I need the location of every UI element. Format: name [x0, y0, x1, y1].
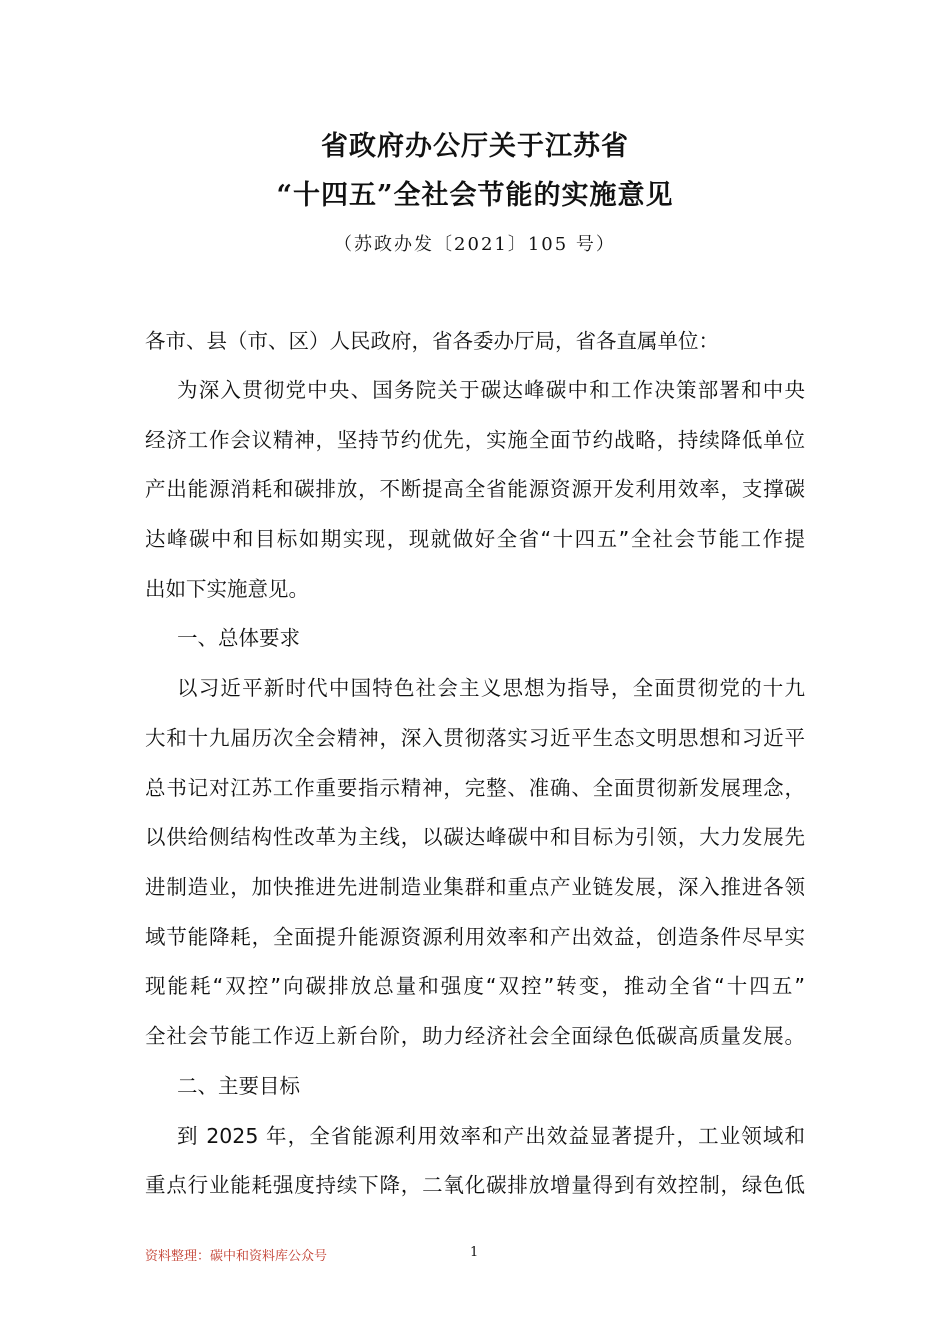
document-number: （苏政办发〔2021〕105 号）	[334, 234, 616, 255]
section-1-line: 以供给侧结构性改革为主线，以碳达峰碳中和目标为引领，大力发展先	[145, 825, 805, 849]
section-1-line: 大和十九届历次全会精神，深入贯彻落实习近平生态文明思想和习近平	[145, 726, 805, 750]
section-1-line: 进制造业，加快推进先进制造业集群和重点产业链发展，深入推进各领	[145, 875, 805, 899]
section-1-line: 总书记对江苏工作重要指示精神，完整、准确、全面贯彻新发展理念，	[145, 776, 805, 800]
document-title-line-1: 省政府办公厅关于江苏省	[321, 131, 629, 162]
footer-source-note: 资料整理：碳中和资料库公众号	[145, 1249, 328, 1264]
section-2-line: 重点行业能耗强度持续下降，二氧化碳排放增量得到有效控制，绿色低	[145, 1173, 805, 1197]
page-number: 1	[470, 1245, 479, 1260]
intro-line: 出如下实施意见。	[145, 577, 309, 601]
intro-line: 达峰碳中和目标如期实现，现就做好全省“十四五”全社会节能工作提	[145, 527, 805, 551]
section-2-heading: 二、主要目标	[177, 1074, 300, 1098]
section-1-line: 以习近平新时代中国特色社会主义思想为指导，全面贯彻党的十九	[177, 676, 805, 700]
section-1-line: 域节能降耗，全面提升能源资源利用效率和产出效益，创造条件尽早实	[145, 925, 805, 949]
intro-line: 经济工作会议精神，坚持节约优先，实施全面节约战略，持续降低单位	[145, 428, 805, 452]
document-title-line-2: “十四五”全社会节能的实施意见	[276, 180, 674, 211]
section-1-heading: 一、总体要求	[177, 626, 300, 650]
section-1-line: 全社会节能工作迈上新台阶，助力经济社会全面绿色低碳高质量发展。	[145, 1024, 805, 1048]
intro-line: 为深入贯彻党中央、国务院关于碳达峰碳中和工作决策部署和中央	[177, 378, 805, 402]
addressee: 各市、县（市、区）人民政府，省各委办厅局，省各直属单位：	[145, 329, 719, 353]
section-2-line: 到 2025 年，全省能源利用效率和产出效益显著提升，工业领域和	[177, 1124, 805, 1148]
intro-line: 产出能源消耗和碳排放，不断提高全省能源资源开发利用效率，支撑碳	[145, 477, 805, 501]
section-1-line: 现能耗“双控”向碳排放总量和强度“双控”转变，推动全省“十四五”	[145, 974, 805, 998]
